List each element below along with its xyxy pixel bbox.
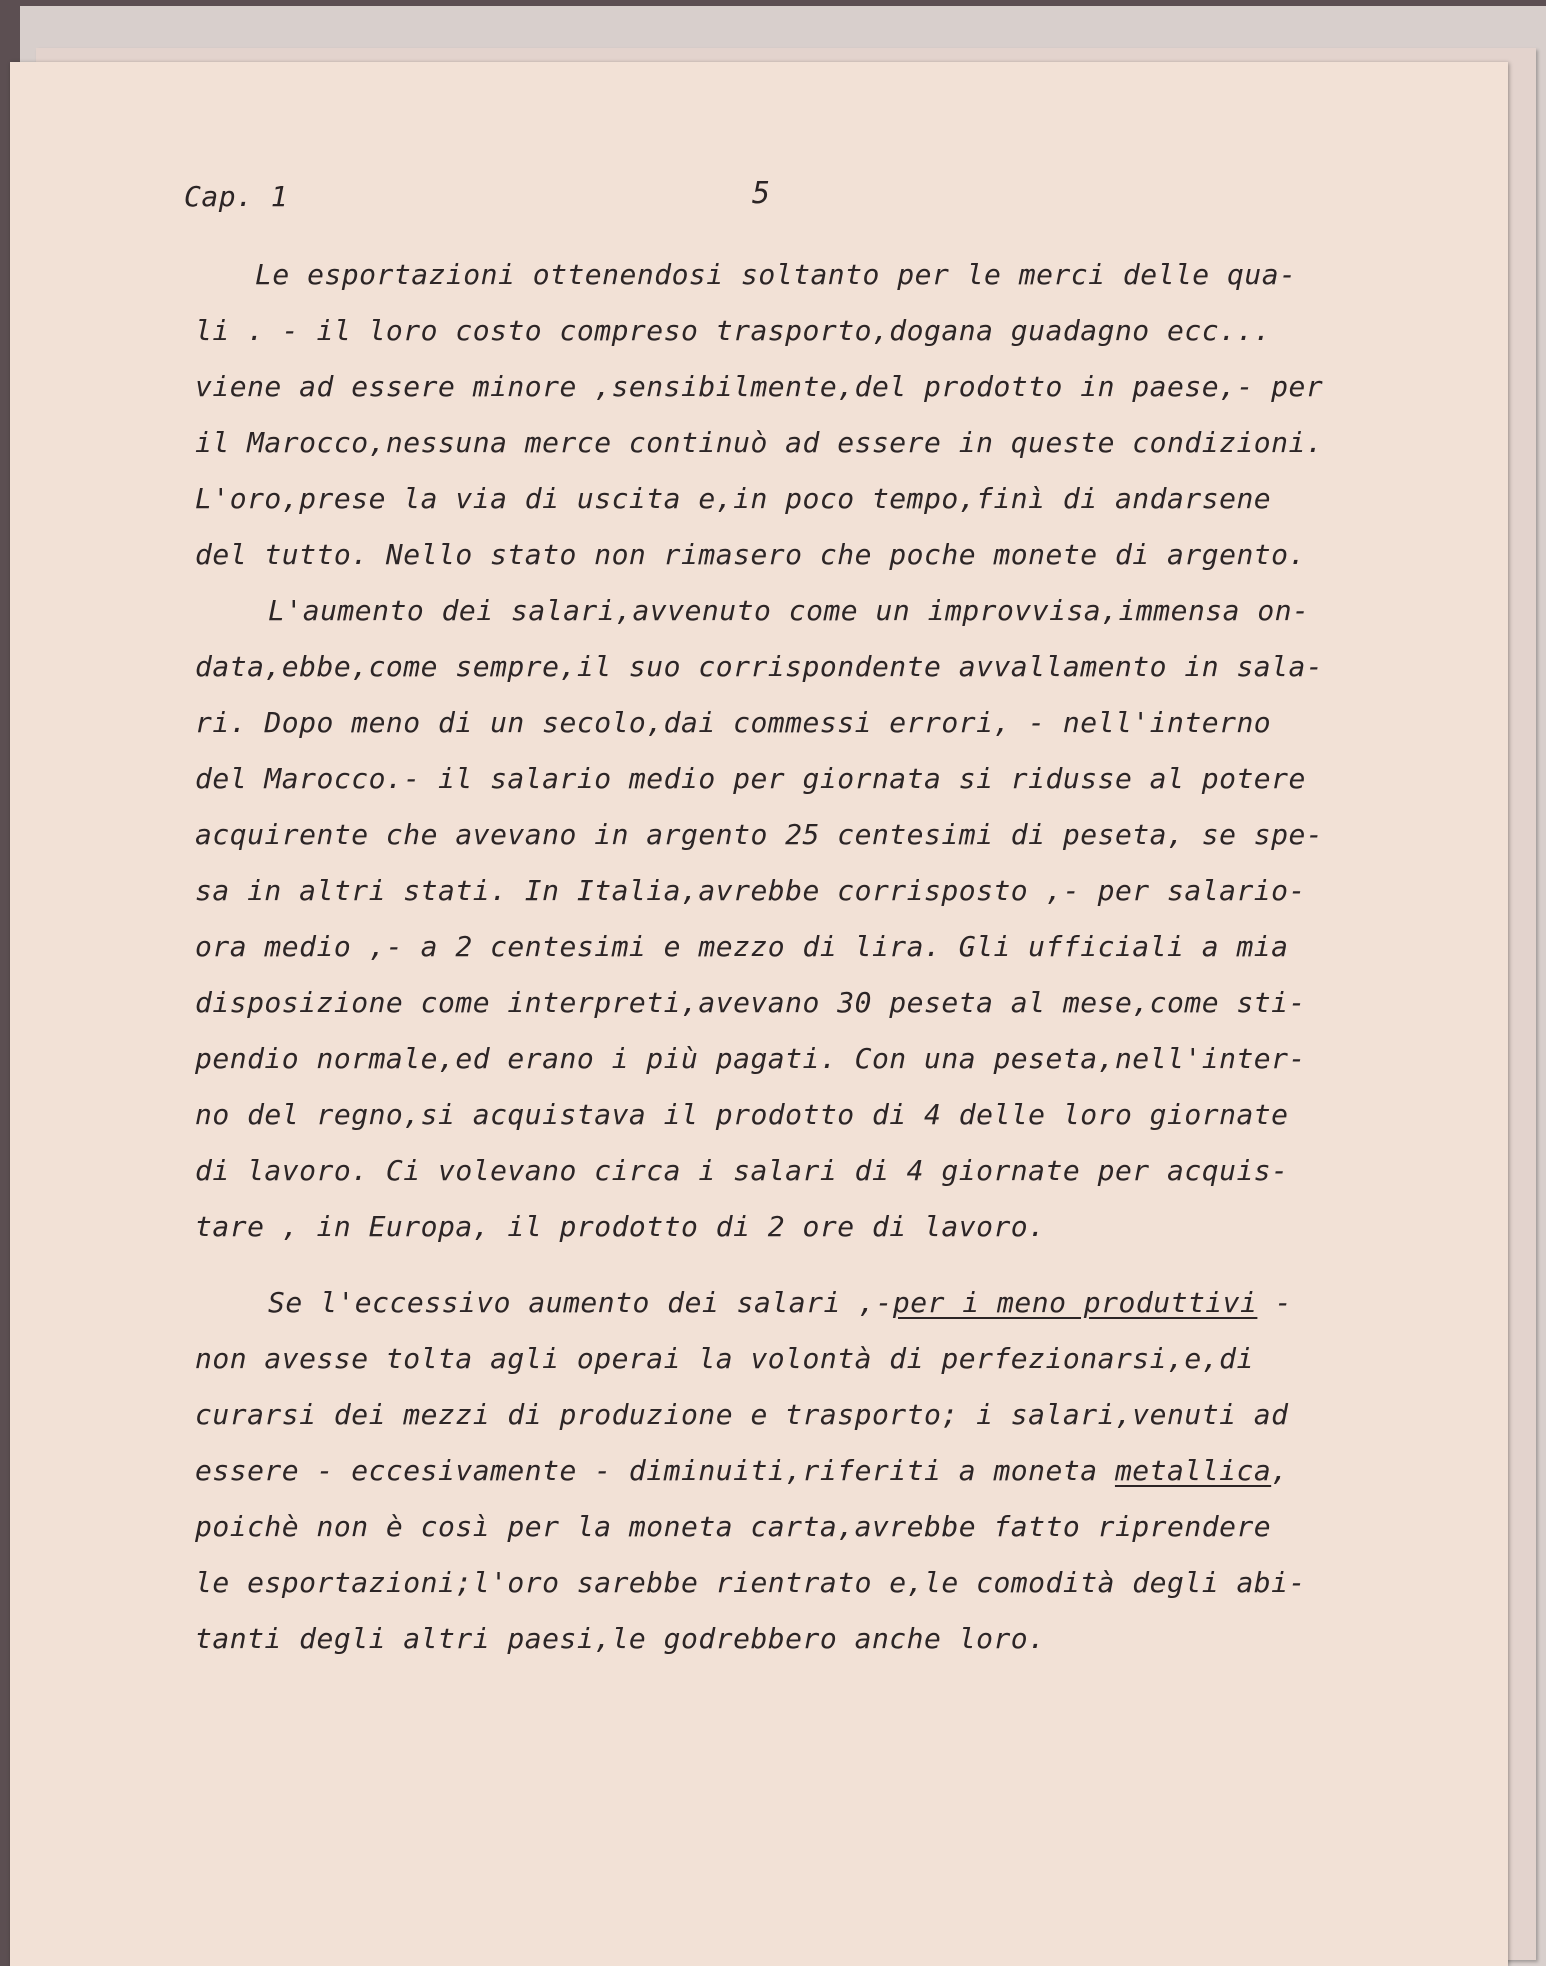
text-line: le esportazioni;l'oro sarebbe rientrato e,le comodità degli abi-: [195, 1566, 1306, 1599]
text-line: Le esportazioni ottenendosi soltanto per le merci delle qua-: [255, 258, 1297, 291]
text-line: curarsi dei mezzi di produzione e trasporto; i salari,venuti ad: [195, 1398, 1289, 1431]
text-line: disposizione come interpreti,avevano 30 peseta al mese,come sti-: [195, 986, 1306, 1019]
text-line: no del regno,si acquistava il prodotto di 4 delle loro giornate: [195, 1098, 1289, 1131]
text-line: del Marocco.- il salario medio per giornata si ridusse al potere: [195, 762, 1306, 795]
text-line: ri. Dopo meno di un secolo,dai commessi errori, - nell'interno: [195, 706, 1272, 739]
text-line: poichè non è così per la moneta carta,avrebbe fatto riprendere: [195, 1510, 1272, 1543]
chapter-label: Cap. 1: [184, 180, 289, 213]
text-line: L'aumento dei salari,avvenuto come un improvvisa,immensa on-: [268, 594, 1310, 627]
text-line: di lavoro. Ci volevano circa i salari di 4 giornate per acquis-: [195, 1154, 1289, 1187]
text-line: li . - il loro costo compreso trasporto,dogana guadagno ecc...: [195, 314, 1272, 347]
underlined-phrase: metallica: [1114, 1454, 1272, 1487]
text-line: L'oro,prese la via di uscita e,in poco tempo,finì di andarsene: [195, 482, 1272, 515]
text-line: acquirente che avevano in argento 25 centesimi di peseta, se spe-: [195, 818, 1324, 851]
text-line: sa in altri stati. In Italia,avrebbe corrisposto ,- per salario-: [195, 874, 1306, 907]
text-line: data,ebbe,come sempre,il suo corrispondente avvallamento in sala-: [195, 650, 1324, 683]
text-line: tare , in Europa, il prodotto di 2 ore di lavoro.: [195, 1210, 1046, 1243]
text-line: viene ad essere minore ,sensibilmente,del prodotto in paese,- per: [195, 370, 1324, 403]
text-line: ora medio ,- a 2 centesimi e mezzo di lira. Gli ufficiali a mia: [195, 930, 1289, 963]
text-line: pendio normale,ed erano i più pagati. Con una peseta,nell'inter-: [195, 1042, 1306, 1075]
page-number: 5: [752, 176, 771, 211]
text-line: tanti degli altri paesi,le godrebbero anche loro.: [195, 1622, 1046, 1655]
underlined-phrase: per i meno produttivi: [892, 1286, 1258, 1319]
text-line-underlined: essere - eccesivamente - diminuiti,riferiti a moneta metallica,: [195, 1454, 1289, 1487]
text-line: il Marocco,nessuna merce continuò ad essere in queste condizioni.: [195, 426, 1324, 459]
text-line-underlined: Se l'eccessivo aumento dei salari ,-per i meno produttivi -: [268, 1286, 1293, 1319]
text-line: non avesse tolta agli operai la volontà di perfezionarsi,e,di: [195, 1342, 1254, 1375]
text-line: del tutto. Nello stato non rimasero che poche monete di argento.: [195, 538, 1306, 571]
